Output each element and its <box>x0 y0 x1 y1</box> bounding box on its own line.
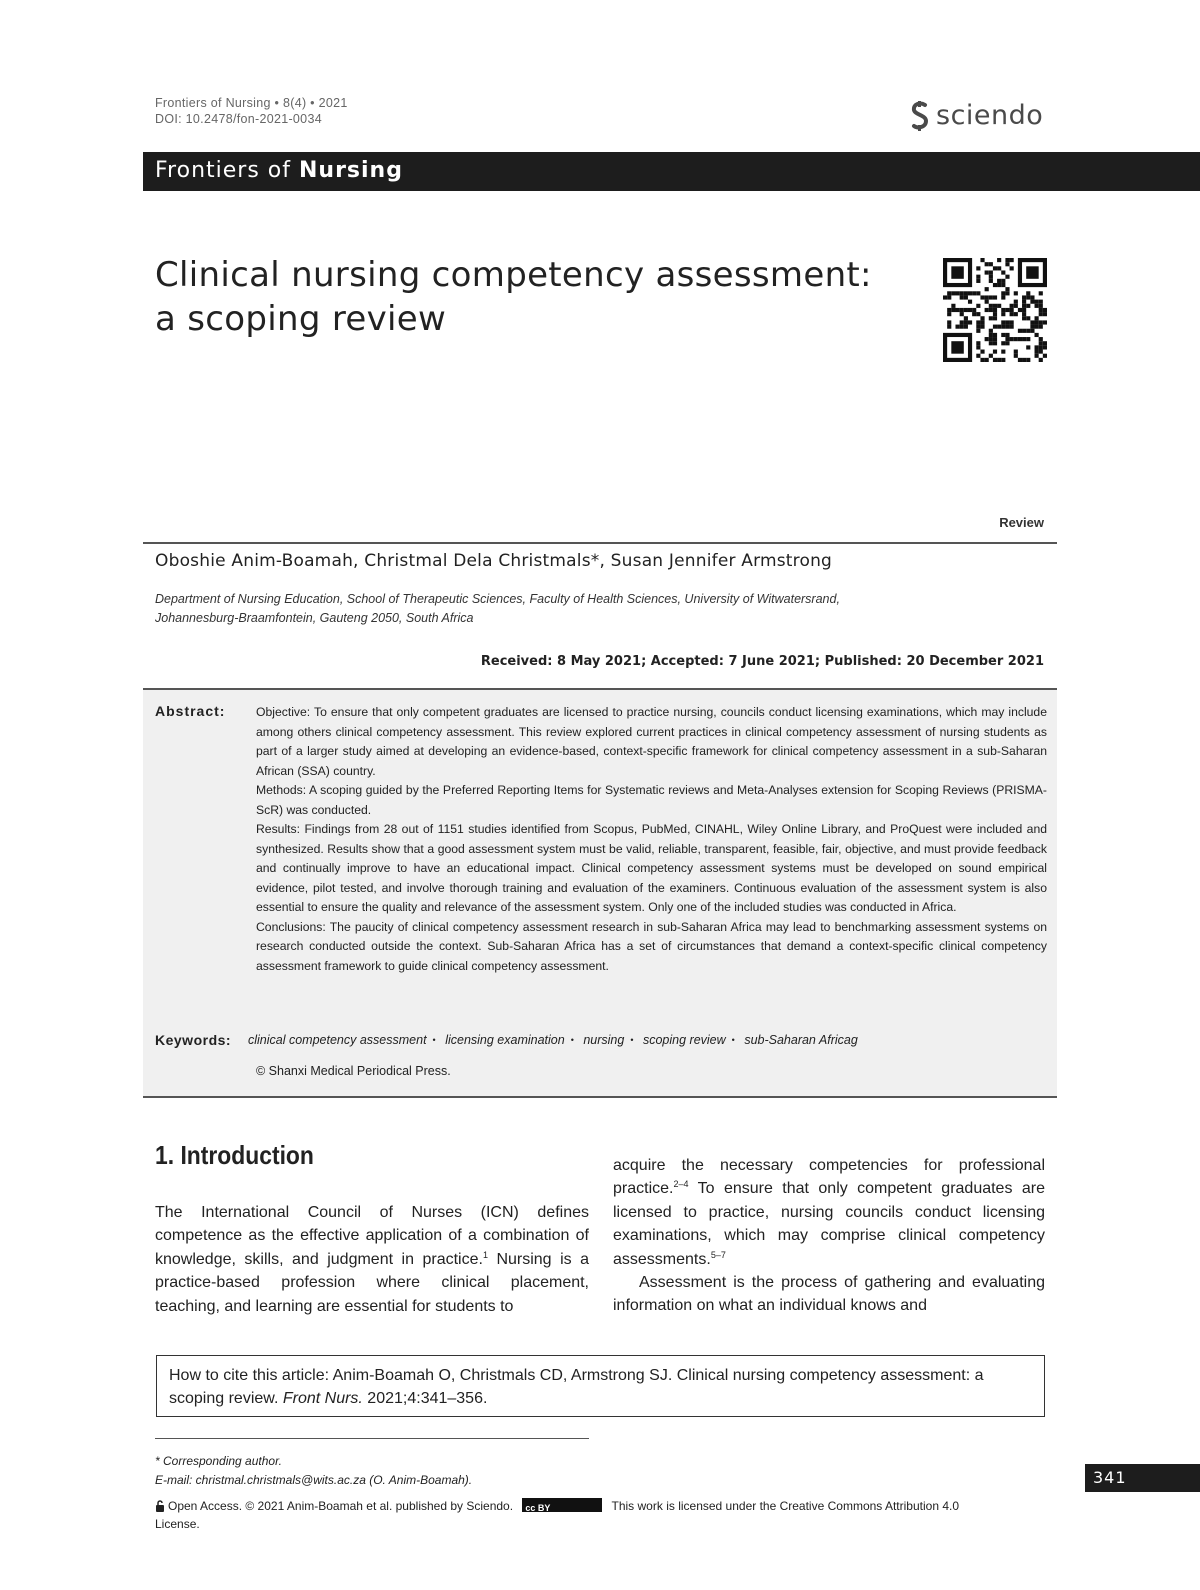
cc-by-license-icon[interactable]: cc BY <box>522 1498 602 1512</box>
citation-ref[interactable]: 5–7 <box>710 1249 726 1260</box>
open-access-icon <box>155 1499 165 1512</box>
keywords-label: Keywords: <box>155 1032 232 1048</box>
sciendo-logo <box>910 100 1043 131</box>
abstract-box <box>143 690 1057 1098</box>
abstract-text <box>256 703 1047 976</box>
author-list: Oboshie Anim-Boamah, Christmal Dela Christmals*, Susan Jennifer Armstrong <box>155 551 833 571</box>
sciendo-s-icon <box>910 101 930 131</box>
article-type: Review <box>999 515 1044 530</box>
footnote-divider <box>155 1438 589 1439</box>
citation-ref[interactable]: 1 <box>482 1249 488 1260</box>
body-right-column: acquire the necessary competencies for professional practice.$^{2-4}$ To ensure that only competent graduates are licensed to practice, nursing councils conduct licensing examinations, which may comprise clinical competency assessments.$^{5-7}$ Assessment is the process of gathering and evaluating information on what an individual knows and <box>613 1157 1045 1315</box>
license-notice: Open Access. © 2021 Anim-Boamah et al. published by Sciendo. cc BY This work is licensed under the Creative Commons Attribution 4.0 License. <box>155 1499 960 1531</box>
article-title: Clinical nursing competency assessment: a scoping review <box>155 255 872 339</box>
journal-issue: Frontiers of Nursing • 8(4) • 2021 <box>155 96 348 110</box>
citation-ref[interactable]: 2–4 <box>673 1179 689 1190</box>
publisher-name: sciendo <box>936 100 1044 131</box>
keyword[interactable]: scoping review <box>642 1033 726 1047</box>
affiliation: Department of Nursing Education, School of Therapeutic Sciences, Faculty of Health Sciences, University of Witwatersrand, Johannesburg-Braamfontein, Gauteng 2050, South Africa <box>155 592 840 625</box>
divider <box>143 1096 1057 1098</box>
footnote <box>155 1452 472 1490</box>
divider <box>143 542 1057 544</box>
body-left-column: The International Council of Nurses (ICN) defines competence as the effective application of a combination of knowledge, skills, and judgment in practice.$^1$ Nursing is a practice-based profession where clinical placement, teaching, and learning are essential for students to <box>155 1204 590 1315</box>
banner-title: Frontiers of Nursing <box>155 158 403 183</box>
journal-info <box>155 95 348 127</box>
page-number: 341 <box>1093 1468 1127 1487</box>
abstract-label: Abstract: <box>155 703 226 719</box>
keywords-list: clinical competency assessment • licensing examination • nursing • scoping review • sub-Saharan Africag <box>248 1033 858 1047</box>
keyword[interactable]: sub-Saharan Africag <box>744 1033 858 1047</box>
keyword[interactable]: licensing examination <box>445 1033 565 1047</box>
abstract-objective: Objective: To ensure that only competent graduates are licensed to practice nursing, councils conduct licensing examinations, which may include among others clinical competency assessment. This review explored current practices in clinical competency assessment of nursing students as part of a larger study aimed at developing an evidence-based, context-specific framework for clinical competency assessment in a sub-Saharan African (SSA) country. <box>256 705 1047 778</box>
publication-dates: Received: 8 May 2021; Accepted: 7 June 2021; Published: 20 December 2021 <box>480 654 1044 669</box>
keyword[interactable]: clinical competency assessment <box>248 1033 427 1047</box>
abstract-methods: Methods: A scoping guided by the Preferred Reporting Items for Systematic reviews and Meta-Analyses extension for Scoping Reviews (PRISMA-ScR) was conducted. <box>256 783 1047 817</box>
corresponding-author: * Corresponding author. <box>155 1454 282 1468</box>
abstract-conclusions: Conclusions: The paucity of clinical competency assessment research in sub-Saharan Africa may lead to benchmarking assessment systems on research conducted outside the context. Sub-Saharan Africa has a set of circumstances that demand a context-specific clinical competency assessment framework to guide clinical competency assessment. <box>256 919 1047 973</box>
qr-code-icon[interactable] <box>943 258 1047 362</box>
doi[interactable]: DOI: 10.2478/fon-2021-0034 <box>155 112 322 126</box>
abstract-results: Results: Findings from 28 out of 1151 studies identified from Scopus, PubMed, CINAHL, Wiley Online Library, and ProQuest were included and synthesized. Results show that a good assessment system must be valid, reliable, transparent, feasible, fair, objective, and must provide feedback and continually improve to have an educational impact. Clinical competency assessment systems must be developed on sound empirical evidence, pilot tested, and involve thorough training and evaluation of the examiners. Continuous evaluation of the assessment system is also essential to ensure the quality and relevance of the assessment system. Only one of the included studies was conducted in Africa. <box>256 822 1047 914</box>
keyword[interactable]: nursing <box>583 1033 625 1047</box>
journal-banner <box>143 152 1200 191</box>
citation-text: How to cite this article: Anim-Boamah O, Christmals CD, Armstrong SJ. Clinical nursing competency assessment: a scoping review. Front Nurs. 2021;4:341–356. <box>169 1367 984 1407</box>
page-number-tab <box>1085 1464 1200 1492</box>
section-heading: 1. Introduction <box>155 1140 314 1170</box>
citation-box <box>156 1355 1045 1417</box>
copyright: © Shanxi Medical Periodical Press. <box>256 1064 451 1078</box>
author-email[interactable]: E-mail: christmal.christmals@wits.ac.za (O. Anim-Boamah). <box>155 1473 473 1487</box>
